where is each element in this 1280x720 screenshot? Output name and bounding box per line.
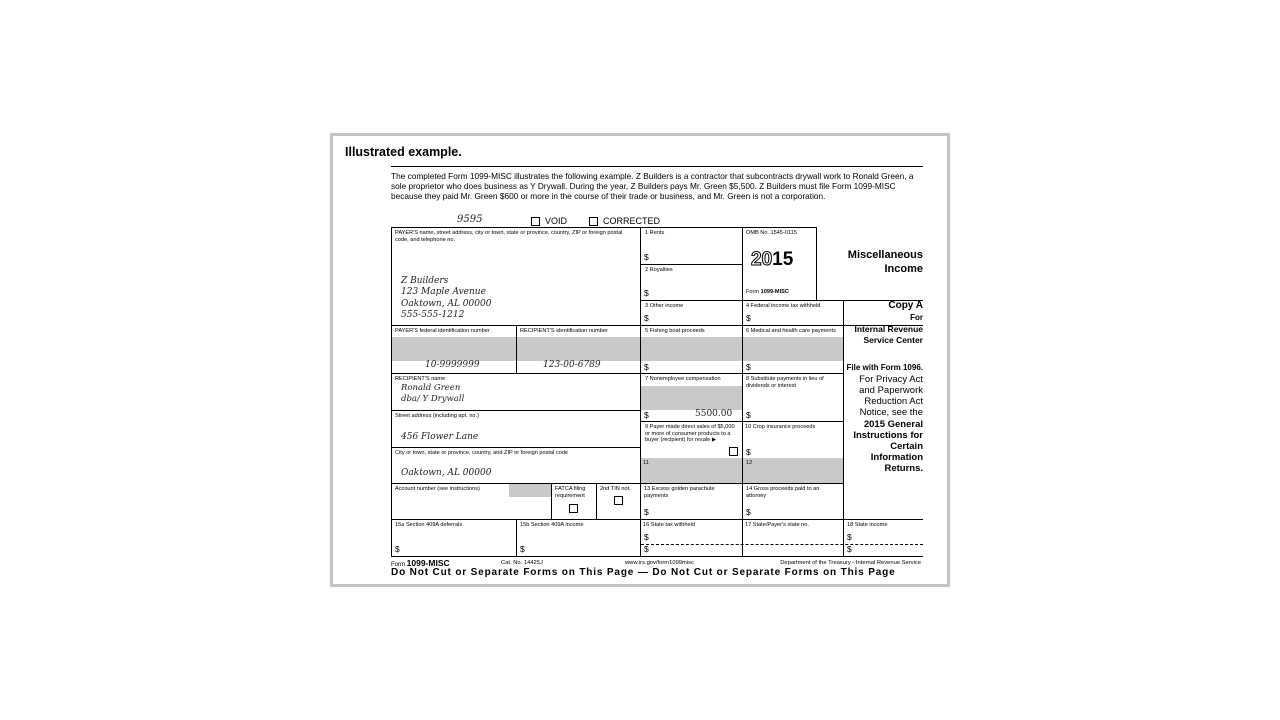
box9-label: 9 Payer made direct sales of $5,000 or more of consumer products to a buyer (recipient) for resale ▶ [645,424,735,444]
account-label: Account number (see instructions) [395,486,480,492]
file-with-note: File with Form 1096. [846,363,923,372]
box11-label: 11 [643,460,649,466]
copy-for: For [910,313,923,322]
grid-line [742,227,743,556]
box3-dollar: $ [644,313,649,323]
box16-dollar-2: $ [644,544,649,554]
box4-label: 4 Federal income tax withheld [746,303,821,309]
city-label: City or town, state or province, country, and ZIP or foreign postal code [395,450,568,456]
copy-irs [855,324,924,345]
form-title-line2: Income [884,263,923,275]
privacy-line2: and Paperwork [859,385,923,396]
box7-shade [641,386,742,410]
privacy-line1: For Privacy Act [859,374,923,385]
box18-dollar-2: $ [847,544,852,554]
box2-dollar: $ [644,288,649,298]
box10-dollar: $ [746,447,751,457]
box2-label: 2 Royalties [645,267,673,273]
box5-dollar: $ [644,362,649,372]
omb-number: OMB No. 1545-0115 [746,230,797,236]
form-name: 1099-MISC [760,289,789,295]
payer-label: PAYER'S name, street address, city or town, state or province, country, ZIP or foreign postal code, and telephone no. [395,230,623,243]
void-checkbox[interactable] [531,217,540,226]
payer-id-label: PAYER'S federal identification number [395,328,490,334]
account-shade [509,484,551,497]
box15b-dollar: $ [520,544,525,554]
box11-shade [641,458,742,483]
footer-dept: Department of the Treasury - Internal Revenue Service [780,560,921,566]
title-rule [391,166,923,167]
payer-id-value: 10-9999999 [425,360,480,370]
form-code: 9595 [457,214,483,225]
box7-label: 7 Nonemployee compensation [645,376,721,382]
box7-dollar: $ [644,410,649,420]
year-prefix: 20 [751,249,773,270]
privacy-note [859,374,923,418]
box15a-dollar: $ [395,544,400,554]
privacy-line3: Reduction Act [864,396,923,407]
payer-phone: 555-555-1212 [401,310,465,320]
recipient-name: Ronald Green [401,383,461,393]
tin-label: 2nd TIN not. [600,486,631,492]
grid-line [391,410,641,411]
box1-label: 1 Rents [645,230,665,236]
footer-cat-no: Cat. No. 14425J [501,560,543,566]
box15b-label: 15b Section 409A income [520,522,584,528]
payer-city: Oaktown, AL 00000 [401,299,492,309]
box9-checkbox[interactable] [729,447,738,456]
grid-line [641,264,743,265]
box5-shade [641,337,742,361]
box15a-label: 15a Section 409A deferrals [395,522,463,528]
box13-dollar: $ [644,507,649,517]
box8-dollar: $ [746,410,751,420]
grid-line [516,519,517,556]
grid-line [843,300,844,556]
box7-value: 5500.00 [695,409,733,419]
recipient-name-label: RECIPIENT'S name [395,376,446,382]
street-label: Street address (including apt. no.) [395,413,479,419]
street-value: 456 Flower Lane [401,432,479,442]
box18-dollar-1: $ [847,532,852,542]
box3-label: 3 Other income [645,303,684,309]
box14-label: 14 Gross proceeds paid to an attorney [746,486,820,499]
box10-label: 10 Crop insurance proceeds [745,424,816,430]
tin-checkbox[interactable] [614,496,623,505]
recipient-id-value: 123-00-6789 [543,360,601,370]
general-instructions [853,419,923,474]
instructions-line5: Returns. [884,463,923,474]
grid-line [640,227,641,556]
instructions-line3: Certain [890,441,923,452]
grid-line [516,325,517,373]
corrected-checkbox[interactable] [589,217,598,226]
box18-label: 18 State income [847,522,888,528]
form-name-box [746,289,789,296]
corrected-label: CORRECTED [603,216,661,226]
footer-form-name: 1099-MISC [406,558,450,568]
form-title [848,248,923,276]
grid-line [391,227,817,228]
form-name-prefix: Form [746,289,760,295]
grid-line [596,483,597,519]
year-suffix: 15 [772,249,794,270]
box12-shade [743,458,843,483]
box6-dollar: $ [746,362,751,372]
box5-label: 5 Fishing boat proceeds [645,328,705,334]
intro-paragraph: The completed Form 1099-MISC illustrates the following example. Z Builders is a contractor that subcontracts drywall work to Ronald Green, a sole proprietor who does business as Y Drywall. During the year, Z Builders pays Mr. Green $5,500. Z Builders must file Form 1099-MISC because they paid Mr. Green $600 or more in the course of their trade or business, and Mr. Green is not a corporation. [391,171,914,202]
grid-line [391,373,843,374]
grid-line [641,300,923,301]
footer-url: www.irs.gov/form1099misc [625,560,694,566]
recipient-id-label: RECIPIENT'S identification number [520,328,608,334]
box17-label: 17 State/Payer's state no. [745,522,809,528]
box13-label: 13 Excess golden parachute payments [644,486,715,499]
box6-label: 6 Medical and health care payments [746,328,836,334]
recipient-dba: dba/ Y Drywall [401,394,465,404]
grid-line [391,447,641,448]
void-label: VOID [545,216,568,226]
box14-dollar: $ [746,507,751,517]
instructions-line1: 2015 General [863,419,923,430]
copy-a-title: Copy A [888,300,923,311]
recipient-id-shade [517,337,640,361]
instructions-line2: Instructions for [853,430,923,441]
payer-street: 123 Maple Avenue [401,287,486,297]
tax-year [751,249,793,271]
grid-line [391,227,392,556]
box6-shade [743,337,843,361]
box12-label: 12 [746,460,753,466]
fatca-label: FATCA filing requirement [555,486,586,499]
copy-irs-line2: Service Center [863,334,923,345]
footer-form-prefix: Form [391,562,405,568]
grid-line [551,483,552,519]
copy-irs-line1: Internal Revenue [854,324,923,334]
instructions-line4: Information [870,452,923,463]
section-title: Illustrated example. [345,145,462,159]
footer-warning: Do Not Cut or Separate Forms on This Page — Do Not Cut or Separate Forms on This Page [391,567,896,578]
box16-dollar-1: $ [644,532,649,542]
fatca-checkbox[interactable] [569,504,578,513]
box1-dollar: $ [644,252,649,262]
box4-dollar: $ [746,313,751,323]
box16-label: 16 State tax withheld [643,522,695,528]
privacy-line4: Notice, see the [859,407,923,418]
form-title-line1: Miscellaneous [847,249,923,261]
city-value: Oaktown, AL 00000 [401,468,492,478]
example-panel [330,133,950,587]
grid-line [391,556,923,557]
payer-id-shade [392,337,516,361]
grid-line [391,483,843,484]
box8-label: 8 Substitute payments in lieu of dividends or interest [746,376,824,389]
grid-line [816,227,817,300]
state-dash [641,544,923,545]
payer-name: Z Builders [401,276,449,286]
